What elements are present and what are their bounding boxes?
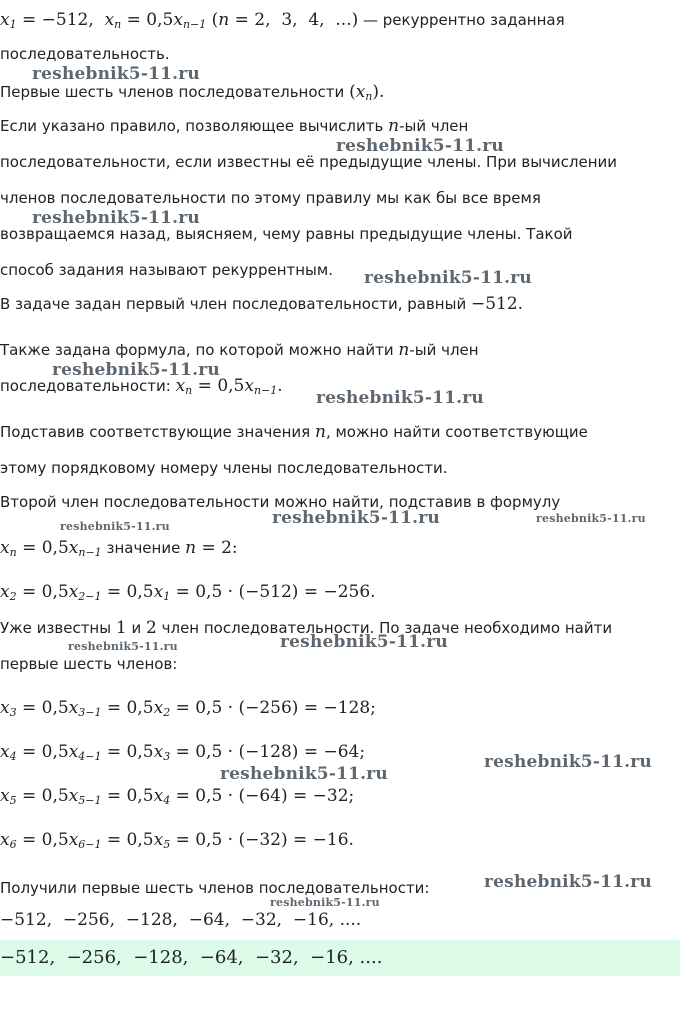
answer-box — [0, 940, 680, 976]
formula-intro-line: Также задана формула, по которой можно найти n-ый член — [0, 340, 479, 360]
watermark: reshebnik5-11.ru — [280, 632, 448, 652]
substitution-text: Подставив соответствующие значения — [0, 423, 311, 441]
heading-text: Первые шесть членов последовательности — [0, 83, 345, 101]
explanation-line-3: членов последовательности по этому правилу мы как бы все время — [0, 189, 541, 207]
recurrence-definition-line: $x_1 = -512$, $x_n = 0,5x_{n-1}$ (n = 2, 3, 4, ...) — рекуррентно заданная — [0, 10, 565, 31]
calc-x3: $x_3 = 0,5x_{3-1} = 0,5x_2 = 0,5 \cdot (-256) = -128$; — [0, 698, 376, 719]
substitution-text-suffix: , можно найти соответствующие — [325, 423, 588, 441]
second-term-formula: $x_n = 0,5x_{n-1}$ значение n = 2: — [0, 538, 238, 559]
first-term-text: В задаче задан первый член последовательности, равный — [0, 295, 467, 313]
watermark: reshebnik5-11.ru — [336, 136, 504, 156]
explanation-text-suffix: -ый член — [399, 117, 469, 135]
result-sequence: −512, −256, −128, −64, −32, −16, .... — [0, 910, 362, 930]
watermark: reshebnik5-11.ru — [60, 520, 170, 533]
substitution-line-2: этому порядковому номеру члены последовательности. — [0, 459, 448, 477]
watermark: reshebnik5-11.ru — [364, 268, 532, 288]
known-terms-line: Уже известны 1 и 2 член последовательности. По задаче необходимо найти — [0, 618, 613, 638]
value-word: значение — [106, 539, 181, 557]
formula-line: последовательности: $x_n = 0,5x_{n-1}$. — [0, 376, 283, 397]
first-six-terms-heading: Первые шесть членов последовательности $(x_n)$. — [0, 82, 385, 103]
explanation-line-2: последовательности, если известны её предыдущие члены. При вычислении — [0, 153, 618, 171]
known-terms-tail: член последовательности. По задаче необходимо найти — [161, 619, 613, 637]
calc-x4: $x_4 = 0,5x_{4-1} = 0,5x_3 = 0,5 \cdot (-128) = -64$; — [0, 742, 366, 763]
watermark: reshebnik5-11.ru — [32, 208, 200, 228]
substitution-line-1: Подставив соответствующие значения n, можно найти соответствующие — [0, 422, 588, 442]
watermark: reshebnik5-11.ru — [272, 508, 440, 528]
second-term-intro: Второй член последовательности можно найти, подставив в формулу — [0, 493, 561, 511]
result-intro: Получили первые шесть членов последовательности: — [0, 879, 430, 897]
explanation-line-1: Если указано правило, позволяющее вычислить n-ый член — [0, 116, 469, 136]
watermark: reshebnik5-11.ru — [220, 764, 388, 784]
watermark: reshebnik5-11.ru — [484, 872, 652, 892]
known-terms-and: и — [131, 619, 142, 637]
known-terms-text: Уже известны — [0, 619, 112, 637]
calc-x6: $x_6 = 0,5x_{6-1} = 0,5x_5 = 0,5 \cdot (-32) = -16$. — [0, 830, 354, 851]
explanation-line-4: возвращаемся назад, выясняем, чему равны предыдущие члены. Такой — [0, 225, 573, 243]
definition-tail-text: — рекуррентно заданная — [363, 11, 565, 29]
watermark: reshebnik5-11.ru — [52, 360, 220, 380]
calc-x2: $x_2 = 0,5x_{2-1} = 0,5x_1 = 0,5 \cdot (-512) = -256$. — [0, 582, 376, 603]
watermark: reshebnik5-11.ru — [32, 64, 200, 84]
explanation-text: Если указано правило, позволяющее вычислить — [0, 117, 384, 135]
first-term-line: В задаче задан первый член последовательности, равный −512. — [0, 294, 524, 314]
watermark: reshebnik5-11.ru — [68, 640, 178, 653]
watermark: reshebnik5-11.ru — [536, 512, 646, 525]
watermark: reshebnik5-11.ru — [316, 388, 484, 408]
answer-sequence: −512, −256, −128, −64, −32, −16, .... — [0, 947, 383, 968]
definition-continuation: последовательность. — [0, 45, 170, 63]
explanation-line-5: способ задания называют рекуррентным. — [0, 261, 333, 279]
watermark: reshebnik5-11.ru — [484, 752, 652, 772]
calc-x5: $x_5 = 0,5x_{5-1} = 0,5x_4 = 0,5 \cdot (-64) = -32$; — [0, 786, 355, 807]
formula-intro-suffix: -ый член — [409, 341, 479, 359]
formula-intro-text: Также задана формула, по которой можно найти — [0, 341, 394, 359]
formula-label: последовательности: — [0, 377, 171, 395]
watermark: reshebnik5-11.ru — [270, 896, 380, 909]
first-six-needed-line: первые шесть членов: — [0, 655, 178, 673]
